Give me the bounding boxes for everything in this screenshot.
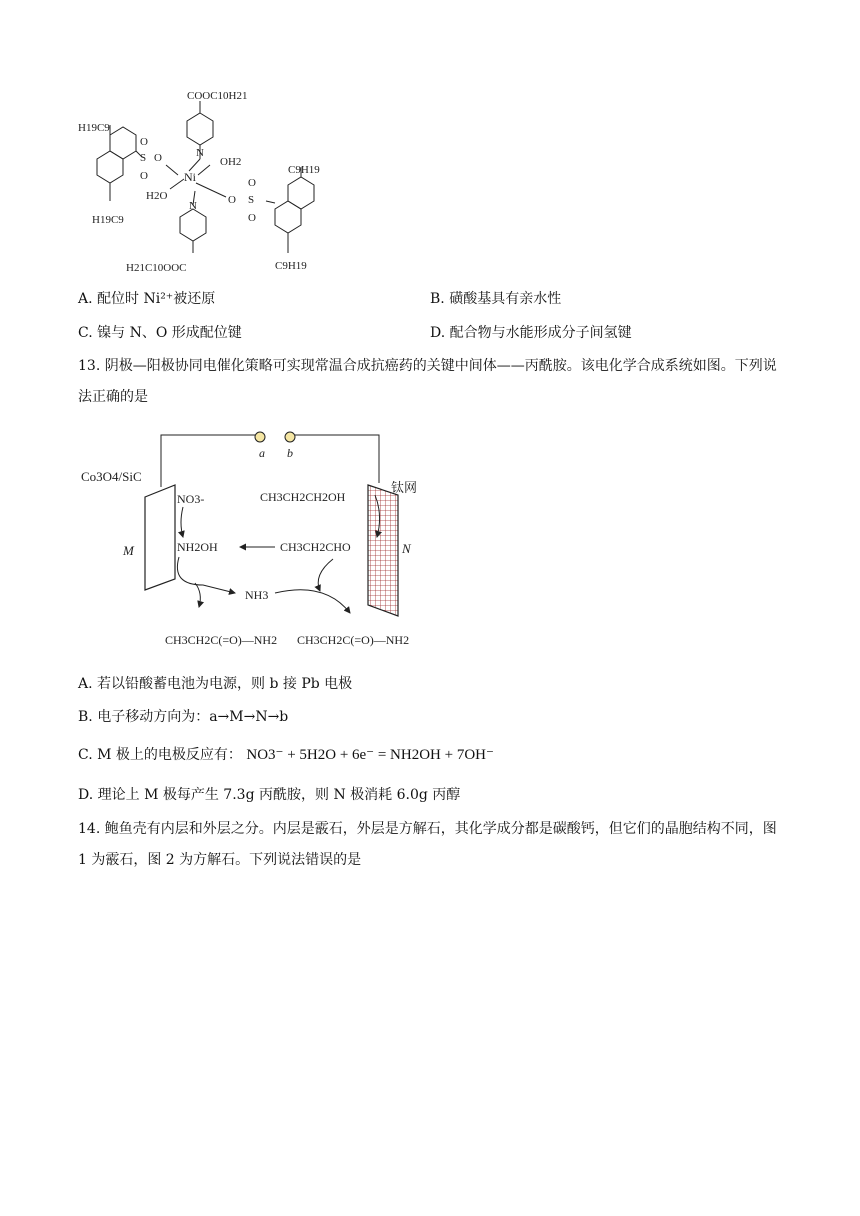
svg-text:O: O: [140, 136, 148, 148]
svg-text:N: N: [196, 147, 204, 159]
nitrate-ion: NO3-: [177, 492, 205, 506]
bottom-ester-group: H21C10OOC: [126, 262, 187, 274]
terminal-a-label: a: [259, 446, 265, 460]
electrode-m: [145, 485, 175, 590]
ammonia: NH3: [245, 588, 269, 602]
anode-material-label: 钛网: [391, 480, 418, 495]
product-propanamide-left: CH3CH2C(=O)—NH2: [165, 633, 278, 647]
propanol: CH3CH2CH2OH: [260, 490, 346, 504]
q13-stem: 13. 阴极—阳极协同电催化策略可实现常温合成抗癌药的关键中间体——丙酰胺。该电化学合成系统如图。下列说法正确的是: [78, 358, 777, 405]
water-ligand-1: OH2: [220, 156, 242, 168]
nickel-complex-structure: [70, 85, 340, 280]
q12-option-b[interactable]: B. 磺酸基具有亲水性: [430, 291, 562, 307]
top-ester-group: COOC10H21: [187, 90, 248, 102]
q14-stem: 14. 鲍鱼壳有内层和外层之分。内层是霰石，外层是方解石，其化学成分都是碳酸钙，但它们的晶胞结构不同，图 1 为霰石，图 2 为方解石。下列说法错误的是: [78, 821, 777, 868]
q12-option-c[interactable]: C. 镍与 N、O 形成配位键: [78, 325, 242, 341]
svg-text:S: S: [140, 152, 147, 164]
right-top-alkyl: C9H19: [288, 164, 320, 176]
cathode-material-label: Co3O4/SiC: [81, 469, 142, 484]
electrode-n-label: N: [402, 541, 411, 556]
q12-option-d[interactable]: D. 配合物与水能形成分子间氢键: [430, 325, 632, 341]
svg-text:S: S: [248, 194, 255, 206]
q12-option-a[interactable]: A. 配位时 Ni²⁺被还原: [78, 291, 216, 307]
q13-option-c[interactable]: [78, 745, 494, 765]
q13-option-c-equation: NO3⁻ + 5H2O + 6e⁻ = NH2OH + 7OH⁻: [246, 747, 494, 763]
electrode-n-mesh: [368, 485, 398, 616]
hydroxylamine: NH2OH: [177, 540, 218, 554]
terminal-b-icon: [285, 432, 295, 442]
propanal: CH3CH2CHO: [280, 540, 351, 554]
q13-option-d[interactable]: D. 理论上 M 极每产生 7.3g 丙酰胺，则 N 极消耗 6.0g 丙醇: [78, 787, 461, 803]
svg-text:O: O: [248, 177, 256, 189]
electrochemical-cell-diagram: [75, 425, 455, 655]
terminal-a-icon: [255, 432, 265, 442]
svg-text:O: O: [154, 152, 162, 164]
nickel-center: Ni: [184, 170, 196, 184]
q13-option-a[interactable]: A. 若以铅酸蓄电池为电源，则 b 接 Pb 电极: [78, 676, 353, 692]
svg-text:O: O: [228, 194, 236, 206]
left-top-alkyl: H19C9: [78, 122, 110, 134]
water-ligand-2: H2O: [146, 190, 168, 202]
svg-text:N: N: [189, 200, 197, 212]
q13-option-b[interactable]: B. 电子移动方向为：a→M→N→b: [78, 709, 289, 725]
right-bottom-alkyl: C9H19: [275, 260, 307, 272]
left-bottom-alkyl: H19C9: [92, 214, 124, 226]
svg-text:O: O: [140, 170, 148, 182]
svg-text:O: O: [248, 212, 256, 224]
q13-option-c-prefix: C. M 极上的电极反应有：: [78, 747, 242, 763]
product-propanamide-right: CH3CH2C(=O)—NH2: [297, 633, 410, 647]
terminal-b-label: b: [287, 446, 293, 460]
electrode-m-label: M: [123, 543, 134, 558]
